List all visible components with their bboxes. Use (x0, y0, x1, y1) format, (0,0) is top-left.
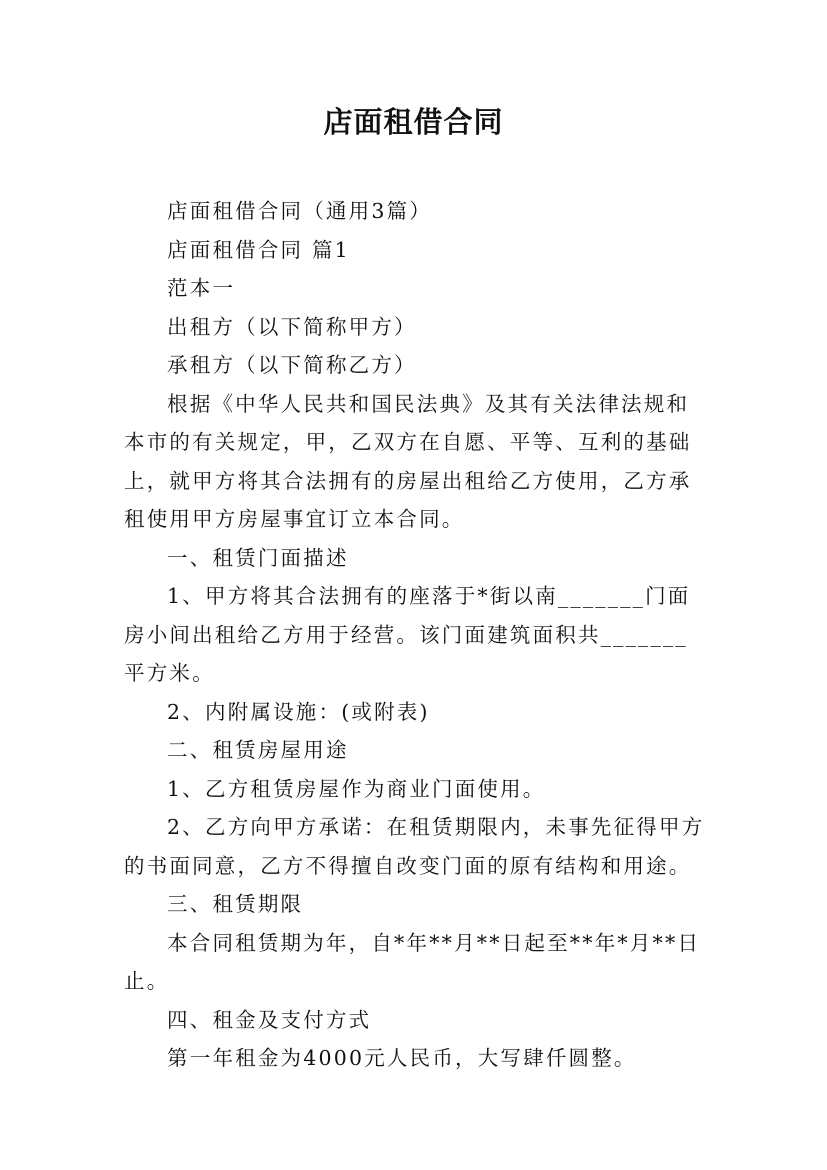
paragraph-clause-1-1: 1、甲方将其合法拥有的座落于*街以南_______门面房小间出租给乙方用于经营。该门面建筑面积共_______平方米。 (124, 584, 691, 685)
paragraph-clause-2-2: 2、乙方向甲方承诺：在租赁期限内，未事先征得甲方的书面同意，乙方不得擅自改变门面的原有结构和用途。 (124, 815, 705, 878)
paragraph-clause-1-2: 2、内附属设施：(或附表) (167, 699, 430, 724)
paragraph-template-label: 范本一 (167, 276, 236, 300)
paragraph-heading-1: 一、租赁门面描述 (167, 545, 349, 570)
paragraph-lease-term: 本合同租赁期为年，自*年**月**日起至**年*月**日止。 (124, 930, 701, 993)
paragraph-section-heading: 店面租借合同 篇1 (167, 237, 350, 262)
paragraph-lessee: 承租方（以下简称乙方） (167, 353, 417, 377)
paragraph-lessor: 出租方（以下简称甲方） (167, 314, 417, 339)
paragraph-heading-2: 二、租赁房屋用途 (167, 738, 349, 762)
paragraph-subtitle: 店面租借合同（通用3篇） (167, 199, 432, 223)
paragraph-heading-4: 四、租金及支付方式 (167, 1007, 372, 1032)
document-body (124, 192, 706, 1078)
paragraph-clause-2-1: 1、乙方租赁房屋作为商业门面使用。 (167, 776, 546, 801)
paragraph-preamble: 根据《中华人民共和国民法典》及其有关法律法规和本市的有关规定，甲，乙双方在自愿、平等、互利的基础上，就甲方将其合法拥有的房屋出租给乙方使用，乙方承租使用甲方房屋事宜订立本合同。 (124, 391, 692, 531)
paragraph-rent: 第一年租金为4000元人民币，大写肆仟圆整。 (167, 1046, 637, 1070)
paragraph-heading-3: 三、租赁期限 (167, 892, 304, 916)
document-title: 店面租借合同 (323, 105, 504, 139)
